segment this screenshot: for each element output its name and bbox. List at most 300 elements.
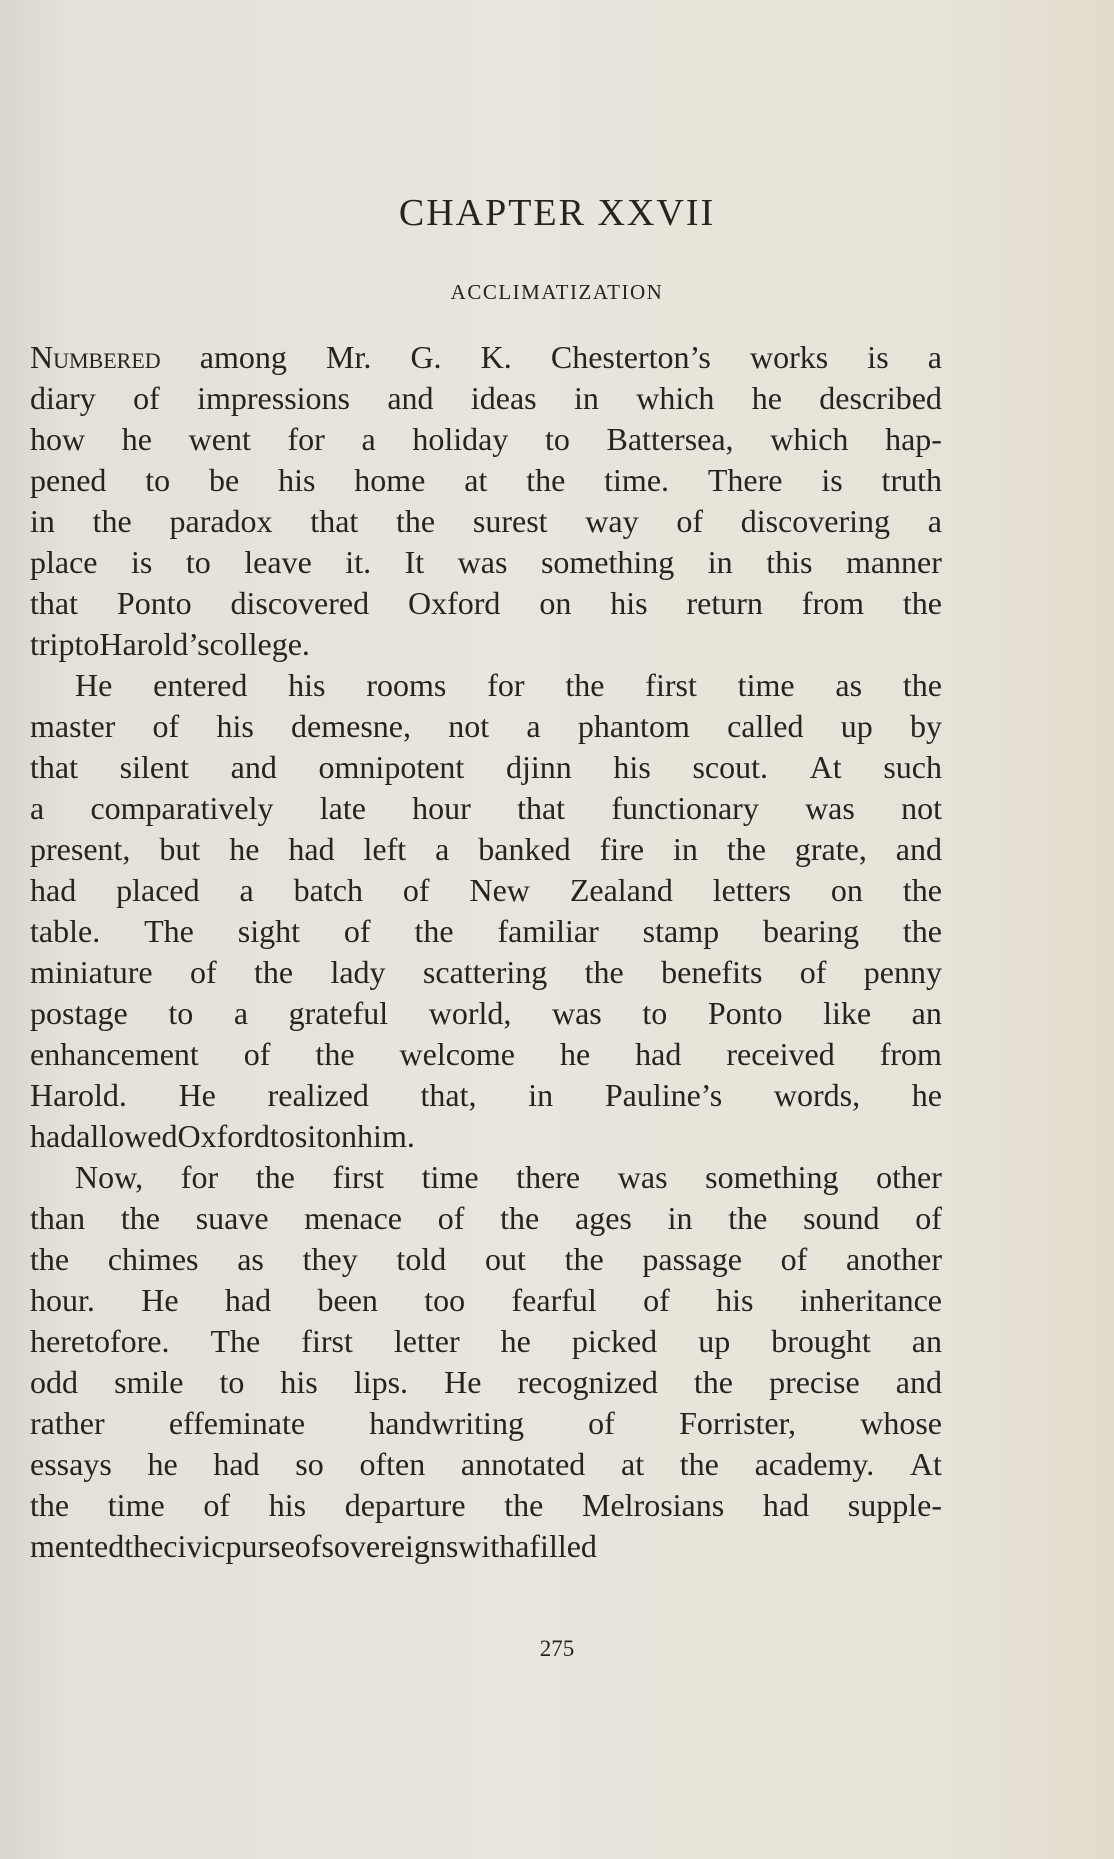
word: on bbox=[830, 872, 863, 908]
word: Ponto bbox=[707, 995, 783, 1031]
word: another bbox=[846, 1241, 942, 1277]
word: college. bbox=[209, 626, 310, 662]
word: silent bbox=[119, 749, 189, 785]
word: table. bbox=[30, 913, 101, 949]
word: a bbox=[30, 790, 45, 826]
word: impressions bbox=[197, 380, 350, 416]
word: the bbox=[564, 1241, 604, 1277]
word: K. bbox=[480, 339, 512, 375]
word: to bbox=[219, 1364, 245, 1400]
word: been bbox=[317, 1282, 378, 1318]
word: miniature bbox=[30, 954, 153, 990]
word: his bbox=[613, 749, 651, 785]
word: There bbox=[707, 462, 783, 498]
word: of bbox=[243, 1036, 271, 1072]
text-line bbox=[30, 337, 942, 378]
word: of bbox=[152, 708, 180, 744]
word: his bbox=[278, 462, 316, 498]
word: left bbox=[363, 831, 407, 867]
word: place bbox=[30, 544, 98, 580]
word: annotated bbox=[460, 1446, 586, 1482]
word: sovereigns bbox=[321, 1528, 459, 1564]
word: a bbox=[515, 1528, 530, 1564]
word: precise bbox=[769, 1364, 860, 1400]
word: at bbox=[620, 1446, 645, 1482]
word: discovering bbox=[740, 503, 891, 539]
text-line bbox=[30, 1075, 942, 1116]
word: the bbox=[120, 1200, 160, 1236]
word: supple- bbox=[847, 1487, 942, 1523]
word: demesne, bbox=[291, 708, 411, 744]
word: the bbox=[504, 1487, 544, 1523]
word: him. bbox=[357, 1118, 415, 1154]
word: way bbox=[585, 503, 639, 539]
word: Melrosians bbox=[582, 1487, 725, 1523]
text-line bbox=[30, 1157, 942, 1198]
word: The bbox=[144, 913, 194, 949]
word: in bbox=[672, 831, 698, 867]
page-number: 275 bbox=[539, 1636, 575, 1661]
word: of bbox=[437, 1200, 465, 1236]
word: Battersea, bbox=[606, 421, 734, 457]
word: not bbox=[448, 708, 490, 744]
word: had bbox=[762, 1487, 810, 1523]
word: to bbox=[168, 995, 194, 1031]
text-line bbox=[30, 1116, 942, 1157]
word: Chesterton’s bbox=[550, 339, 711, 375]
word: his bbox=[216, 708, 254, 744]
word: time. bbox=[604, 462, 670, 498]
word: by bbox=[909, 708, 942, 744]
word: rather bbox=[30, 1405, 105, 1441]
word: essays bbox=[30, 1446, 112, 1482]
word: chimes bbox=[107, 1241, 199, 1277]
word: of bbox=[588, 1405, 615, 1441]
word: was bbox=[805, 790, 855, 826]
text-line bbox=[30, 1198, 942, 1239]
word: had bbox=[30, 1118, 77, 1154]
word: went bbox=[188, 421, 251, 457]
text-line bbox=[30, 583, 942, 624]
word: The bbox=[210, 1323, 261, 1359]
word: had bbox=[288, 831, 335, 867]
word: grateful bbox=[288, 995, 389, 1031]
word: an bbox=[911, 995, 942, 1031]
word: his bbox=[716, 1282, 754, 1318]
word: often bbox=[359, 1446, 426, 1482]
word: grate, bbox=[794, 831, 867, 867]
word: a bbox=[526, 708, 541, 744]
word: He bbox=[178, 1077, 216, 1113]
word: the bbox=[679, 1446, 719, 1482]
word: up bbox=[840, 708, 873, 744]
word: there bbox=[516, 1159, 581, 1195]
word: that bbox=[517, 790, 566, 826]
word: letters bbox=[712, 872, 791, 908]
word: he bbox=[500, 1323, 531, 1359]
word: he bbox=[121, 421, 152, 457]
text-line bbox=[30, 1034, 942, 1075]
word: something bbox=[540, 544, 675, 580]
word: had bbox=[30, 872, 77, 908]
word: manner bbox=[845, 544, 942, 580]
text-line bbox=[30, 911, 942, 952]
word: filled bbox=[529, 1528, 597, 1564]
word: Oxford bbox=[177, 1118, 270, 1154]
word: to bbox=[269, 1118, 295, 1154]
text-line bbox=[30, 460, 942, 501]
word: holiday bbox=[412, 421, 509, 457]
word: surest bbox=[472, 503, 548, 539]
word: late bbox=[319, 790, 366, 826]
text-line bbox=[30, 501, 942, 542]
word: of bbox=[676, 503, 703, 539]
word: than bbox=[30, 1200, 86, 1236]
word: menace bbox=[304, 1200, 402, 1236]
word: the bbox=[728, 1200, 768, 1236]
word: the bbox=[30, 1241, 70, 1277]
word: is bbox=[821, 462, 843, 498]
text-line bbox=[30, 378, 942, 419]
word: in bbox=[667, 1200, 693, 1236]
word: had bbox=[224, 1282, 272, 1318]
text-line bbox=[30, 419, 942, 460]
word: to bbox=[145, 462, 171, 498]
word: a bbox=[233, 995, 249, 1031]
word: Zealand bbox=[569, 872, 673, 908]
word: first bbox=[332, 1159, 385, 1195]
word: had bbox=[635, 1036, 682, 1072]
word: on bbox=[539, 585, 572, 621]
word: up bbox=[698, 1323, 731, 1359]
word: was bbox=[617, 1159, 668, 1195]
word: batch bbox=[293, 872, 363, 908]
word: works bbox=[749, 339, 829, 375]
word: that bbox=[30, 585, 78, 621]
word: smile bbox=[114, 1364, 184, 1400]
word: inheritance bbox=[799, 1282, 942, 1318]
word: sit bbox=[294, 1118, 326, 1154]
word: received bbox=[726, 1036, 835, 1072]
word: too bbox=[424, 1282, 466, 1318]
word: a bbox=[927, 339, 942, 375]
word: banked bbox=[478, 831, 571, 867]
word: pened bbox=[30, 462, 107, 498]
text-line bbox=[30, 1239, 942, 1280]
word: which bbox=[770, 421, 849, 457]
word: scattering bbox=[422, 954, 548, 990]
word: leave bbox=[244, 544, 312, 580]
word: paradox bbox=[169, 503, 273, 539]
word: Mr. bbox=[325, 339, 372, 375]
word: for bbox=[487, 667, 525, 703]
text-line bbox=[30, 1485, 942, 1526]
text-line bbox=[30, 788, 942, 829]
word: and bbox=[230, 749, 277, 785]
word: entered bbox=[153, 667, 248, 703]
word: the bbox=[396, 503, 436, 539]
word: called bbox=[727, 708, 804, 744]
word: discovered bbox=[230, 585, 370, 621]
word: he bbox=[229, 831, 260, 867]
word: like bbox=[823, 995, 872, 1031]
body-text bbox=[30, 337, 942, 1567]
word: home bbox=[354, 462, 426, 498]
word: postage bbox=[30, 995, 128, 1031]
word: He bbox=[444, 1364, 482, 1400]
word: allowed bbox=[76, 1118, 178, 1154]
word: that, bbox=[420, 1077, 477, 1113]
word: whose bbox=[860, 1405, 942, 1441]
word: effeminate bbox=[168, 1405, 306, 1441]
word: master bbox=[30, 708, 116, 744]
word: how bbox=[30, 421, 86, 457]
word: scout. bbox=[692, 749, 768, 785]
word: a bbox=[239, 872, 254, 908]
word: a bbox=[927, 503, 942, 539]
word: such bbox=[883, 749, 942, 785]
word: the bbox=[124, 1528, 164, 1564]
text-line bbox=[30, 1403, 942, 1444]
word: the bbox=[902, 872, 942, 908]
word: He bbox=[75, 667, 113, 703]
word: so bbox=[295, 1446, 324, 1482]
word: he bbox=[911, 1077, 942, 1113]
word: fire bbox=[599, 831, 645, 867]
word: of bbox=[189, 954, 217, 990]
word: at bbox=[464, 462, 488, 498]
word: to bbox=[74, 626, 100, 662]
word: in bbox=[528, 1077, 554, 1113]
word: the bbox=[414, 913, 454, 949]
word: lips. bbox=[353, 1364, 409, 1400]
word: phantom bbox=[577, 708, 690, 744]
word: among bbox=[199, 339, 287, 375]
word: of bbox=[799, 954, 827, 990]
word: an bbox=[911, 1323, 942, 1359]
word: He bbox=[141, 1282, 179, 1318]
word: bearing bbox=[762, 913, 859, 949]
word: his bbox=[610, 585, 648, 621]
word: of bbox=[780, 1241, 808, 1277]
word: first bbox=[645, 667, 697, 703]
word: New bbox=[469, 872, 530, 908]
word: something bbox=[705, 1159, 839, 1195]
text-line bbox=[30, 1280, 942, 1321]
word: letter bbox=[393, 1323, 460, 1359]
word: G. bbox=[410, 339, 442, 375]
word: as bbox=[835, 667, 863, 703]
word: truth bbox=[881, 462, 942, 498]
word: as bbox=[237, 1241, 264, 1277]
word: return bbox=[686, 585, 763, 621]
text-line bbox=[30, 624, 942, 665]
word: he bbox=[147, 1446, 178, 1482]
word: departure bbox=[344, 1487, 466, 1523]
word: was bbox=[551, 995, 602, 1031]
word: to bbox=[544, 421, 570, 457]
word: trip bbox=[30, 626, 75, 662]
word: time bbox=[107, 1487, 165, 1523]
word: penny bbox=[863, 954, 942, 990]
word: a bbox=[361, 421, 376, 457]
word: the bbox=[315, 1036, 355, 1072]
word: the bbox=[500, 1200, 540, 1236]
word: not bbox=[901, 790, 942, 826]
word: diary bbox=[30, 380, 96, 416]
text-line bbox=[30, 747, 942, 788]
word: the bbox=[726, 831, 766, 867]
word: time bbox=[421, 1159, 479, 1195]
word: hap- bbox=[885, 421, 942, 457]
word: Ponto bbox=[116, 585, 192, 621]
word: but bbox=[159, 831, 201, 867]
word: is bbox=[867, 339, 889, 375]
word: his bbox=[268, 1487, 307, 1523]
word: brought bbox=[771, 1323, 871, 1359]
word: his bbox=[288, 667, 326, 703]
word: Pauline’s bbox=[604, 1077, 723, 1113]
word: and bbox=[895, 1364, 942, 1400]
word: recognized bbox=[517, 1364, 658, 1400]
word: hour bbox=[412, 790, 471, 826]
word: rooms bbox=[366, 667, 447, 703]
word: passage bbox=[642, 1241, 742, 1277]
text-line bbox=[30, 542, 942, 583]
text-line bbox=[30, 1321, 942, 1362]
word: hour. bbox=[30, 1282, 95, 1318]
word: with bbox=[458, 1528, 516, 1564]
word: told bbox=[396, 1241, 447, 1277]
word: the bbox=[92, 503, 132, 539]
text-line bbox=[30, 706, 942, 747]
word: lady bbox=[330, 954, 386, 990]
word: of bbox=[294, 1528, 322, 1564]
word: Harold. bbox=[30, 1077, 127, 1113]
word: from bbox=[879, 1036, 942, 1072]
word: comparatively bbox=[90, 790, 274, 826]
word: words, bbox=[773, 1077, 861, 1113]
word: djinn bbox=[505, 749, 572, 785]
word: of bbox=[402, 872, 430, 908]
word: the bbox=[584, 954, 624, 990]
word: this bbox=[766, 544, 813, 580]
word: it. bbox=[345, 544, 372, 580]
word: he bbox=[559, 1036, 591, 1072]
word: for bbox=[287, 421, 325, 457]
word: in bbox=[707, 544, 733, 580]
word: for bbox=[180, 1159, 219, 1195]
word: his bbox=[280, 1364, 318, 1400]
word: ideas bbox=[470, 380, 537, 416]
word: and bbox=[387, 380, 434, 416]
word: the bbox=[30, 1487, 70, 1523]
word: suave bbox=[195, 1200, 269, 1236]
word: heretofore. bbox=[30, 1323, 170, 1359]
word: from bbox=[801, 585, 864, 621]
text-line bbox=[30, 993, 942, 1034]
word: ages bbox=[575, 1200, 632, 1236]
word: of bbox=[343, 913, 371, 949]
word: that bbox=[30, 749, 78, 785]
word: At bbox=[809, 749, 842, 785]
word: of bbox=[203, 1487, 230, 1523]
word: realized bbox=[267, 1077, 369, 1113]
word: picked bbox=[571, 1323, 658, 1359]
word: functionary bbox=[611, 790, 759, 826]
word: which bbox=[636, 380, 715, 416]
word: mented bbox=[30, 1528, 125, 1564]
lead-word: Numbered bbox=[30, 339, 161, 375]
word: the bbox=[565, 667, 605, 703]
word: be bbox=[209, 462, 240, 498]
text-line bbox=[30, 665, 942, 706]
word: the bbox=[902, 913, 942, 949]
word: enhancement bbox=[30, 1036, 199, 1072]
word: he bbox=[751, 380, 782, 416]
word: the bbox=[526, 462, 566, 498]
word: to bbox=[642, 995, 668, 1031]
word: out bbox=[484, 1241, 526, 1277]
word: the bbox=[693, 1364, 733, 1400]
word: At bbox=[909, 1446, 942, 1482]
word: of bbox=[643, 1282, 670, 1318]
word: that bbox=[310, 503, 359, 539]
word: stamp bbox=[642, 913, 720, 949]
word: familiar bbox=[497, 913, 599, 949]
text-line bbox=[30, 952, 942, 993]
text-line bbox=[30, 1444, 942, 1485]
word: of bbox=[133, 380, 160, 416]
word: time bbox=[737, 667, 795, 703]
word: the bbox=[902, 585, 942, 621]
word: present, bbox=[30, 831, 131, 867]
word: described bbox=[819, 380, 942, 416]
word: they bbox=[302, 1241, 358, 1277]
word: and bbox=[895, 831, 942, 867]
word: handwriting bbox=[369, 1405, 524, 1441]
word: other bbox=[876, 1159, 942, 1195]
word: had bbox=[213, 1446, 260, 1482]
word: is bbox=[131, 544, 153, 580]
text-line bbox=[30, 1362, 942, 1403]
word: world, bbox=[428, 995, 512, 1031]
word: a bbox=[435, 831, 450, 867]
word: Forrister, bbox=[679, 1405, 796, 1441]
word: in bbox=[573, 380, 599, 416]
word: the bbox=[255, 1159, 295, 1195]
word: on bbox=[325, 1118, 358, 1154]
word: was bbox=[457, 544, 508, 580]
word: Harold’s bbox=[99, 626, 210, 662]
text-line bbox=[30, 870, 942, 911]
word: civic bbox=[163, 1528, 226, 1564]
text-line bbox=[30, 1526, 942, 1567]
word: welcome bbox=[399, 1036, 515, 1072]
chapter-title: CHAPTER XXVII bbox=[398, 192, 716, 234]
word: academy. bbox=[754, 1446, 875, 1482]
word: in bbox=[30, 503, 55, 539]
word: purse bbox=[225, 1528, 295, 1564]
word: benefits bbox=[661, 954, 763, 990]
word: of bbox=[915, 1200, 942, 1236]
word: Oxford bbox=[408, 585, 501, 621]
word: sight bbox=[237, 913, 300, 949]
word: fearful bbox=[511, 1282, 597, 1318]
word: It bbox=[404, 544, 425, 580]
text-line bbox=[30, 829, 942, 870]
chapter-subtitle: ACCLIMATIZATION bbox=[450, 280, 664, 304]
